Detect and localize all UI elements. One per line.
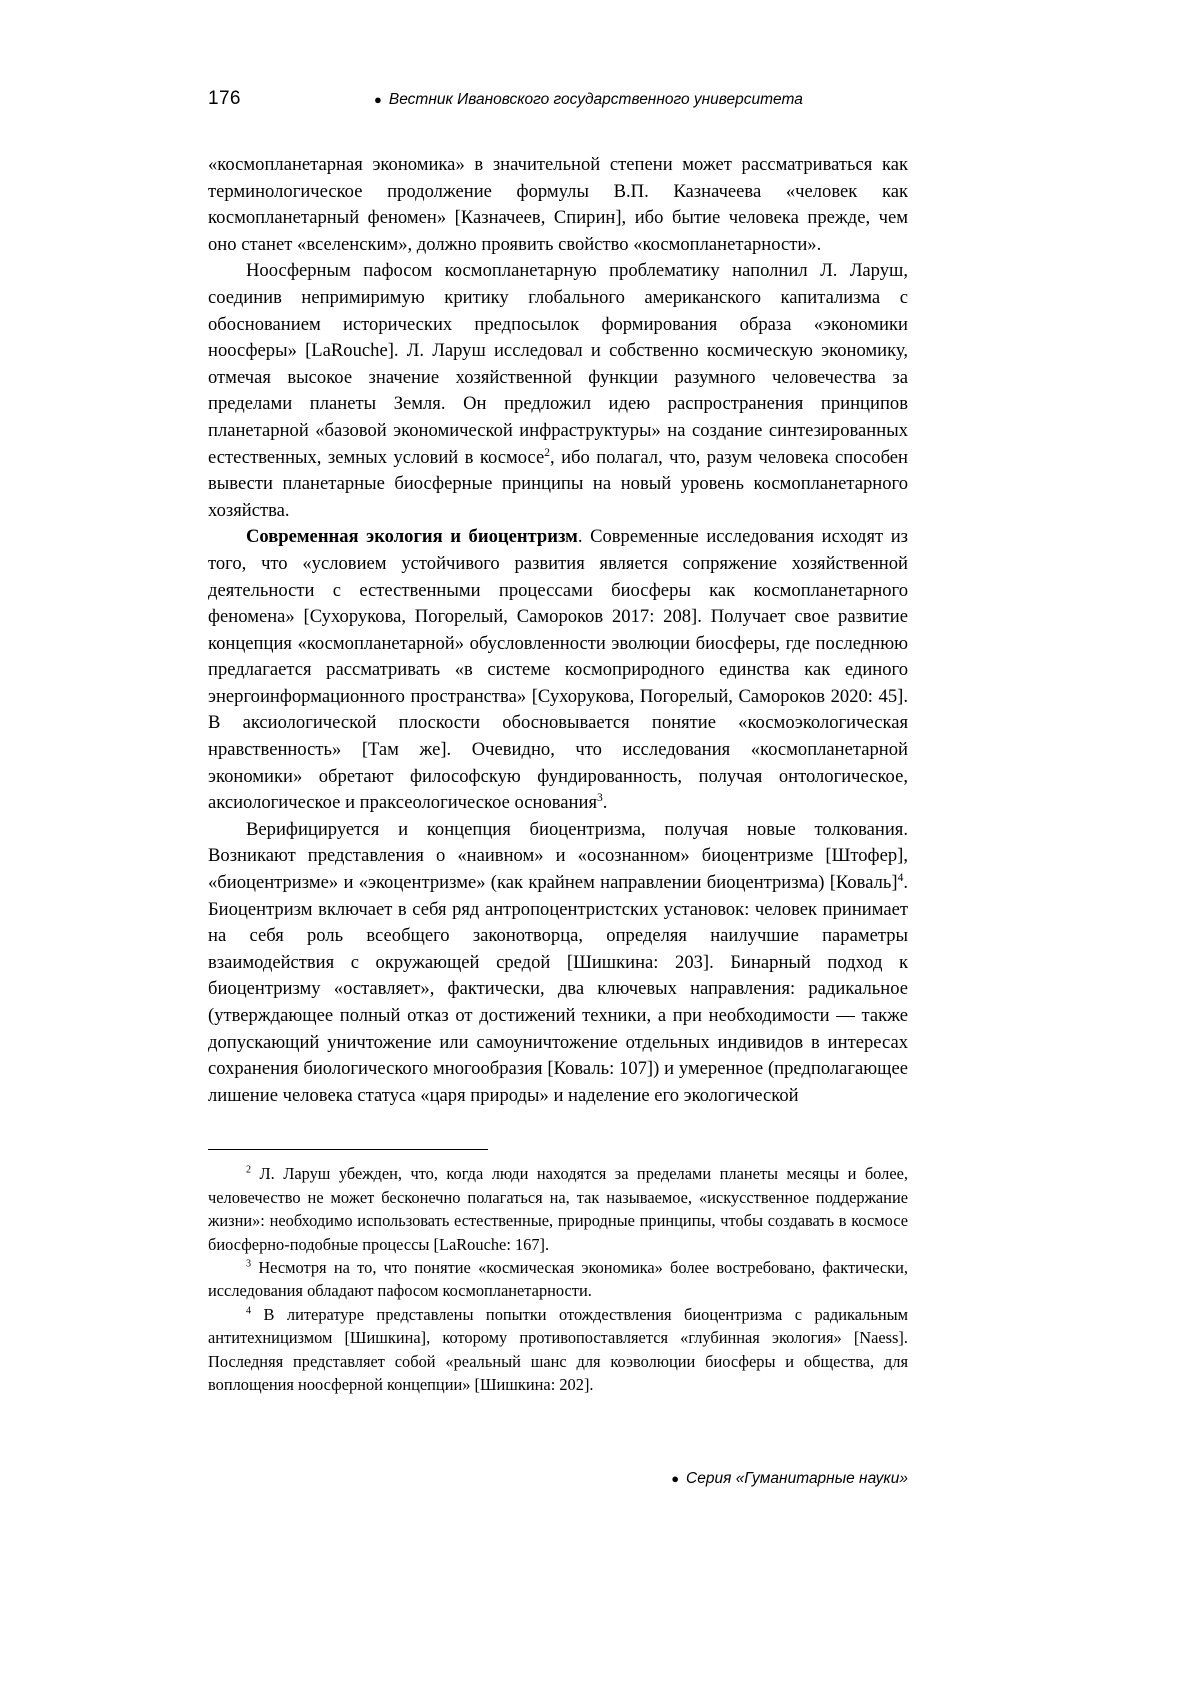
- footnote-2-text: Л. Ларуш убежден, что, когда люди находятся за пределами планеты месяцы и более, человечество не может бесконечно полагаться на, так называемое, «искусственное поддержание жизни»: необходимо использовать естественные, природные принципы, чтобы создавать в космосе биосферно-подобные процессы [LaRouche: 167].: [208, 1164, 908, 1254]
- paragraph-4-text-b: . Биоцентризм включает в себя ряд антропоцентристских установок: человек принимает на себя роль всеобщего законотворца, определяя наилучшие параметры взаимодействия с окружающей средой [Шишкина: 203]. Бинарный подход к биоцентризму «оставляет», фактически, два ключевых направления: радикальное (утверждающее полный отказ от достижений техники, а при необходимости — также допускающий уничтожение или самоуничтожение отдельных индивидов в интересах сохранения биологического многообразия [Коваль: 107]) и умеренное (предполагающее лишение человека статуса «царя природы» и наделение его экологической: [208, 872, 908, 1106]
- paragraph-3-tail: .: [602, 792, 608, 814]
- footnote-2: [208, 1162, 908, 1256]
- paragraph-1-text: «космопланетарная экономика» в значительной степени может рассматриваться как терминологическое продолжение формулы В.П. Казначеева «человек как космопланетарный феномен» [Казначеев, Спирин], ибо бытие человека прежде, чем оно станет «вселенским», должно проявить свойство «космопланетарности».: [208, 154, 908, 255]
- footnote-3-text: Несмотря на то, что понятие «космическая экономика» более востребовано, фактически, исследования обладают пафосом космопланетарности.: [208, 1258, 908, 1301]
- paragraph-4-text-a: Верифицируется и концепция биоцентризма, получая новые толкования. Возникают представления о «наивном» и «осознанном» биоцентризме [Штофер], «биоцентризме» и «экоцентризме» (как крайнем направлении биоцентризма) [Коваль]: [208, 818, 908, 894]
- page-number: 176: [208, 88, 241, 109]
- paragraph-1: [208, 152, 908, 258]
- page-footer: [208, 1470, 908, 1488]
- paragraph-3: [208, 524, 908, 817]
- body-text: [208, 152, 908, 1109]
- section-heading-inline: Современная экология и биоцентризм: [246, 526, 578, 548]
- footnote-2-marker: 2: [246, 1164, 252, 1176]
- footnotes: [208, 1162, 908, 1396]
- footnote-ref-3: 3: [597, 792, 603, 805]
- footnote-ref-2: 2: [544, 446, 550, 459]
- footnote-ref-4: 4: [897, 871, 904, 884]
- bullet-icon-footer: ●: [671, 1471, 680, 1486]
- page-content: [208, 88, 908, 1396]
- footnote-4-text: В литературе представлены попытки отождествления биоцентризма с радикальным антитехницизмом [Шишкина], которому противопоставляется «глубинная экология» [Naess]. Последняя представляет собой «реальный шанс для коэволюции биосферы и общества, для воплощения ноосферной концепции» [Шишкина: 202].: [208, 1304, 908, 1395]
- bullet-icon: ●: [374, 92, 382, 108]
- footnote-separator: [208, 1149, 488, 1150]
- footnote-4: [208, 1303, 908, 1397]
- footnote-4-marker: 4: [246, 1305, 252, 1317]
- running-head-title: [241, 91, 908, 109]
- footnote-3: [208, 1256, 908, 1303]
- paragraph-3-text: . Современные исследования исходят из того, что «условием устойчивого развития является сопряжение хозяйственной деятельности с естественными процессами биосферы как космопланетарного феномена» [Сухорукова, Погорелый, Самороков 2017: 208]. Получает свое развитие концепция «космопланетарной» обусловленности эволюции биосферы, где последнюю предлагается рассматривать «в системе космоприродного единства как единого энергоинформационного пространства» [Сухорукова, Погорелый, Самороков 2020: 45]. В аксиологической плоскости обосновывается понятие «космоэкологическая нравственность» [Там же]. Очевидно, что исследования «космопланетарной экономики» обретают философскую фундированность, получая онтологическое, аксиологическое и праксеологическое основания: [208, 526, 909, 814]
- running-head: [208, 88, 908, 118]
- paragraph-2: [208, 258, 908, 524]
- paragraph-2-tail: , ибо полагал, что, разум человека способен вывести планетарные биосферные принципы на новый уровень космопланетарного хозяйства.: [208, 446, 908, 521]
- series-title: Серия «Гуманитарные науки»: [686, 1470, 908, 1487]
- running-head-text: Вестник Ивановского государственного университета: [388, 91, 803, 108]
- paragraph-4: [208, 817, 908, 1110]
- footnote-3-marker: 3: [246, 1258, 252, 1270]
- paragraph-2-text: Ноосферным пафосом космопланетарную проблематику наполнил Л. Ларуш, соединив непримиримую критику глобального американского капитализма с обоснованием исторических предпосылок формирования образа «экономики ноосферы» [LaRouche]. Л. Ларуш исследовал и собственно космическую экономику, отмечая высокое значение хозяйственной функции разумного человечества за пределами планеты Земля. Он предложил идею распространения принципов планетарной «базовой экономической инфраструктуры» на создание синтезированных естественных, земных условий в космосе: [208, 260, 908, 468]
